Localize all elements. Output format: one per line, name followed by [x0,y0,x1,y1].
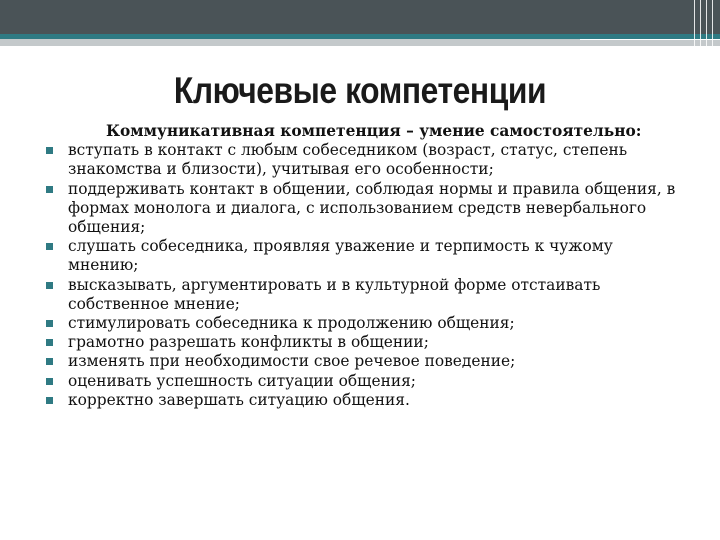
intro-lead: Коммуникативная компетенция [106,122,401,140]
slide-body [44,122,684,410]
header-bar [0,0,720,34]
intro-rest: – умение самостоятельно: [400,122,642,140]
square-bullet-icon [46,186,53,193]
list-item: слушать собеседника, проявляя уважение и терпимость к чужому мнению; [44,237,684,275]
header-decoration [690,0,720,46]
intro-paragraph [44,122,684,141]
square-bullet-icon [46,358,53,365]
list-item: высказывать, аргументировать и в культурной форме отстаивать собственное мнение; [44,276,684,314]
list-item: изменять при необходимости свое речевое поведение; [44,352,684,371]
square-bullet-icon [46,243,53,250]
square-bullet-icon [46,397,53,404]
list-item: стимулировать собеседника к продолжению общения; [44,314,684,333]
list-item: поддерживать контакт в общении, соблюдая нормы и правила общения, в формах монолога и диалога, с использованием средств невербального общения; [44,180,684,238]
header-grey-stripe [0,39,720,46]
square-bullet-icon [46,320,53,327]
square-bullet-icon [46,378,53,385]
square-bullet-icon [46,339,53,346]
list-item: вступать в контакт с любым собеседником (возраст, статус, степень знакомства и близости), учитывая его особенности; [44,141,684,179]
list-item: корректно завершать ситуацию общения. [44,391,684,410]
slide-title: Ключевые компетенции [173,70,547,111]
square-bullet-icon [46,282,53,289]
list-item: грамотно разрешать конфликты в общении; [44,333,684,352]
list-item: оценивать успешность ситуации общения; [44,372,684,391]
competence-list [44,141,684,410]
square-bullet-icon [46,147,53,154]
